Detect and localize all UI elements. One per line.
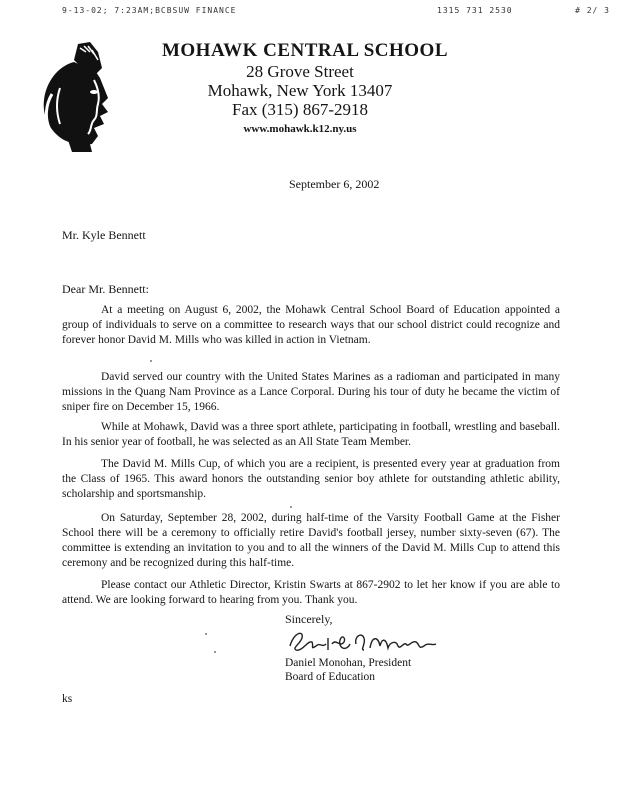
- paragraph-athlete: While at Mohawk, David was a three sport athlete, participating in football, wrestling and baseball. In his senior year of football, he was selected as an All State Team Member.: [62, 421, 560, 448]
- school-city-state-zip: Mohawk, New York 13407: [207, 81, 393, 100]
- school-name: MOHAWK CENTRAL SCHOOL: [161, 40, 449, 61]
- fax-transmission-header: [62, 6, 610, 18]
- letter-date: September 6, 2002: [289, 177, 380, 191]
- fax-noise-speck: [214, 651, 216, 653]
- paragraph-committee: At a meeting on August 6, 2002, the Mohawk Central School Board of Education appointed a group of individuals to serve on a committee to research ways that our school district could recognize and forever honor David M. Mills who was killed in action in Vietnam.: [62, 304, 560, 346]
- school-website: www.mohawk.k12.ny.us: [243, 123, 357, 135]
- fax-header-sender: 9-13-02; 7:23AM;BCBSUW FINANCE: [62, 6, 237, 15]
- fax-header-page-number: # 2/ 3: [575, 6, 610, 15]
- handwritten-signature: [284, 624, 454, 658]
- paragraph-mills-cup: The David M. Mills Cup, of which you are a recipient, is presented every year at graduation from the Class of 1965. This award honors the outstanding senior boy athlete for outstanding athletic ability, scholarship and sportsmanship.: [62, 458, 560, 500]
- paragraph-contact: Please contact our Athletic Director, Kristin Swarts at 867-2902 to let her know if you are able to attend. We are looking forward to hearing from you. Thank you.: [62, 579, 560, 606]
- signer-title: Board of Education: [285, 671, 376, 683]
- paragraph-service: David served our country with the United States Marines as a radioman and participated in many missions in the Quang Nam Province as a Lance Corporal. During his tour of duty he became the victim of sniper fire on December 15, 1966.: [62, 371, 560, 413]
- fax-header-phone: 1315 731 2530: [437, 6, 513, 15]
- recipient-name: Mr. Kyle Bennett: [62, 228, 146, 242]
- school-street-address: 28 Grove Street: [246, 62, 354, 81]
- salutation: Dear Mr. Bennett:: [62, 282, 149, 296]
- closing: Sincerely,: [285, 612, 333, 626]
- fax-noise-speck: [290, 506, 292, 508]
- letterhead: [150, 40, 450, 137]
- typist-initials: ks: [62, 693, 73, 705]
- mohawk-head-logo: [38, 40, 128, 152]
- paragraph-ceremony: On Saturday, September 28, 2002, during half-time of the Varsity Football Game at the Fisher School there will be a ceremony to officially retire David's football jersey, number sixty-seven (67). The committee is extending an invitation to you and to all the winners of the David M. Mills Cup to attend this ceremony and be recognized during this half-time.: [62, 512, 560, 569]
- school-fax-number: Fax (315) 867-2918: [232, 100, 368, 119]
- fax-noise-speck: [205, 633, 207, 635]
- signer-name: Daniel Monohan, President: [285, 657, 412, 669]
- fax-noise-speck: [150, 360, 152, 362]
